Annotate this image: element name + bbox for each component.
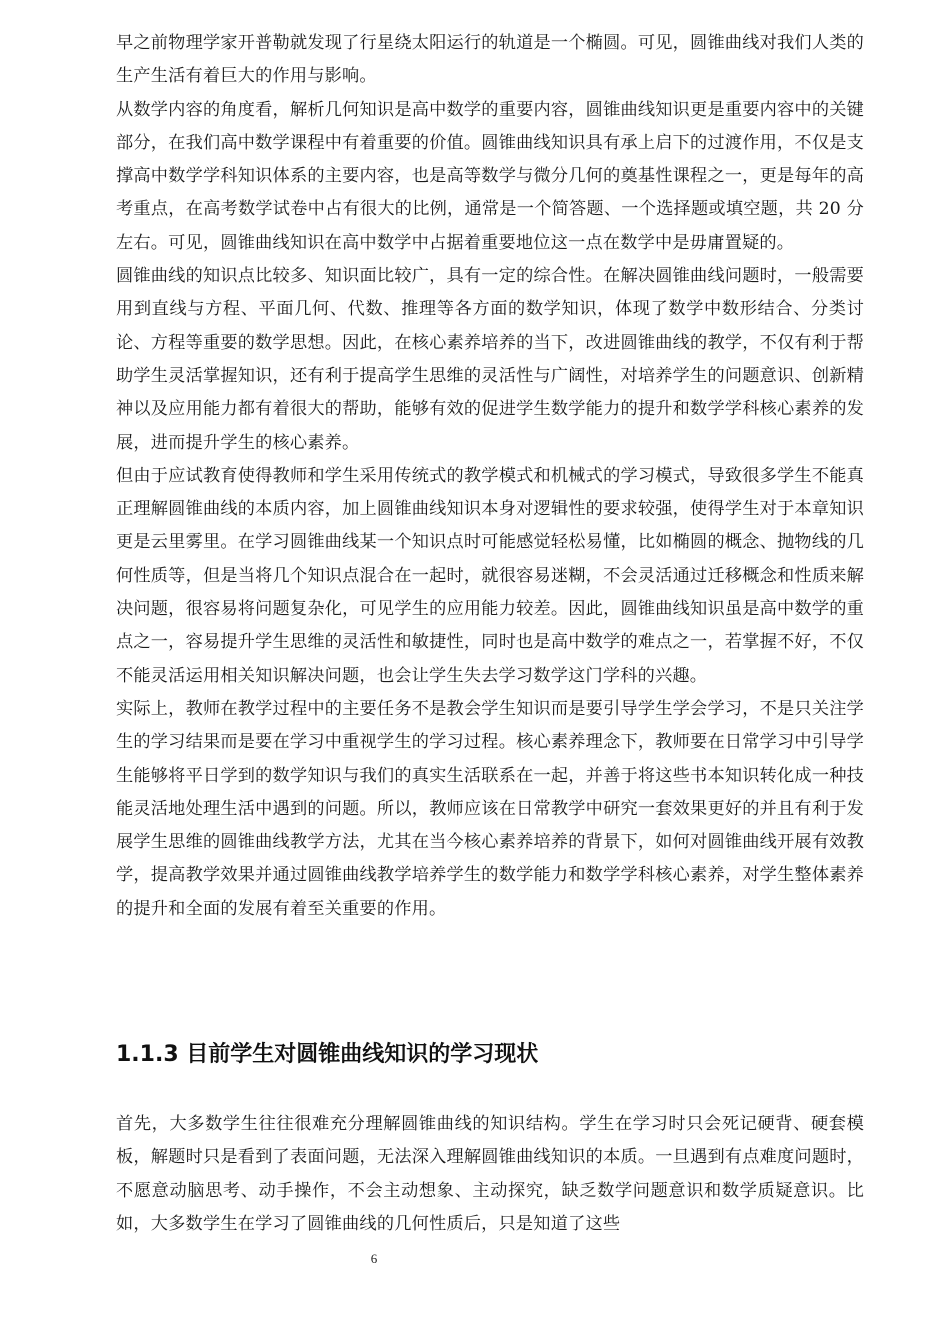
paragraph: 实际上，教师在教学过程中的主要任务不是教会学生知识而是要引导学生学会学习，不是只关注学生的学习结果而是要在学习中重视学生的学习过程。核心素养理念下，教师要在日常学习中引导学生能够将平日学到的数学知识与我们的真实生活联系在一起，并善于将这些书本知识转化成一种技能灵活地处理生活中遇到的问题。所以，教师应该在日常教学中研究一套效果更好的并且有利于发展学生思维的圆锥曲线教学方法，尤其在当今核心素养培养的背景下，如何对圆锥曲线开展有效教学，提高教学效果并通过圆锥曲线教学培养学生的数学能力和数学学科核心素养，对学生整体素养的提升和全面的发展有着至关重要的作用。 xyxy=(116,698,864,919)
paragraph: 圆锥曲线的知识点比较多、知识面比较广，具有一定的综合性。在解决圆锥曲线问题时，一般需要用到直线与方程、平面几何、代数、推理等各方面的数学知识，体现了数学中数形结合、分类讨论、方程等重要的数学思想。因此，在核心素养培养的当下，改进圆锥曲线的教学，不仅有利于帮助学生灵活掌握知识，还有利于提高学生思维的灵活性与广阔性，对培养学生的问题意识、创新精神以及应用能力都有着很大的帮助，能够有效的促进学生数学能力的提升和数学学科核心素养的发展，进而提升学生的核心素养。 xyxy=(116,266,864,453)
paragraph: 从数学内容的角度看，解析几何知识是高中数学的重要内容，圆锥曲线知识更是重要内容中的关键部分，在我们高中数学课程中有着重要的价值。圆锥曲线知识具有承上启下的过渡作用，不仅是支撑高中数学学科知识体系的主要内容，也是高等数学与微分几何的奠基性课程之一，更是每年的高考重点，在高考数学试卷中占有很大的比例，通常是一个简答题、一个选择题或填空题，共 20 分左右。可见，圆锥曲线知识在高中数学中占据着重要地位这一点在数学中是毋庸置疑的。 xyxy=(116,99,864,253)
paragraph: 早之前物理学家开普勒就发现了行星绕太阳运行的轨道是一个椭圆。可见，圆锥曲线对我们人类的生产生活有着巨大的作用与影响。 xyxy=(116,33,864,87)
page-number: 6 xyxy=(370,1251,378,1266)
body-text-bottom xyxy=(116,1108,864,1241)
paragraph: 首先，大多数学生往往很难充分理解圆锥曲线的知识结构。学生在学习时只会死记硬背、硬套模板，解题时只是看到了表面问题，无法深入理解圆锥曲线知识的本质。一旦遇到有点难度问题时，不愿意动脑思考、动手操作，不会主动想象、主动探究，缺乏数学问题意识和数学质疑意识。比如，大多数学生在学习了圆锥曲线的几何性质后，只是知道了这些 xyxy=(116,1114,864,1234)
section-heading: 1.1.3 目前学生对圆锥曲线知识的学习现状 xyxy=(116,1042,539,1067)
paragraph: 但由于应试教育使得教师和学生采用传统式的教学模式和机械式的学习模式，导致很多学生不能真正理解圆锥曲线的本质内容，加上圆锥曲线知识本身对逻辑性的要求较强，使得学生对于本章知识更是云里雾里。在学习圆锥曲线某一个知识点时可能感觉轻松易懂，比如椭圆的概念、抛物线的几何性质等，但是当将几个知识点混合在一起时，就很容易迷糊，不会灵活通过迁移概念和性质来解决问题，很容易将问题复杂化，可见学生的应用能力较差。因此，圆锥曲线知识虽是高中数学的重点之一，容易提升学生思维的灵活性和敏捷性，同时也是高中数学的难点之一，若掌握不好，不仅不能灵活运用相关知识解决问题，也会让学生失去学习数学这门学科的兴趣。 xyxy=(116,465,864,686)
body-text-top xyxy=(116,27,864,926)
